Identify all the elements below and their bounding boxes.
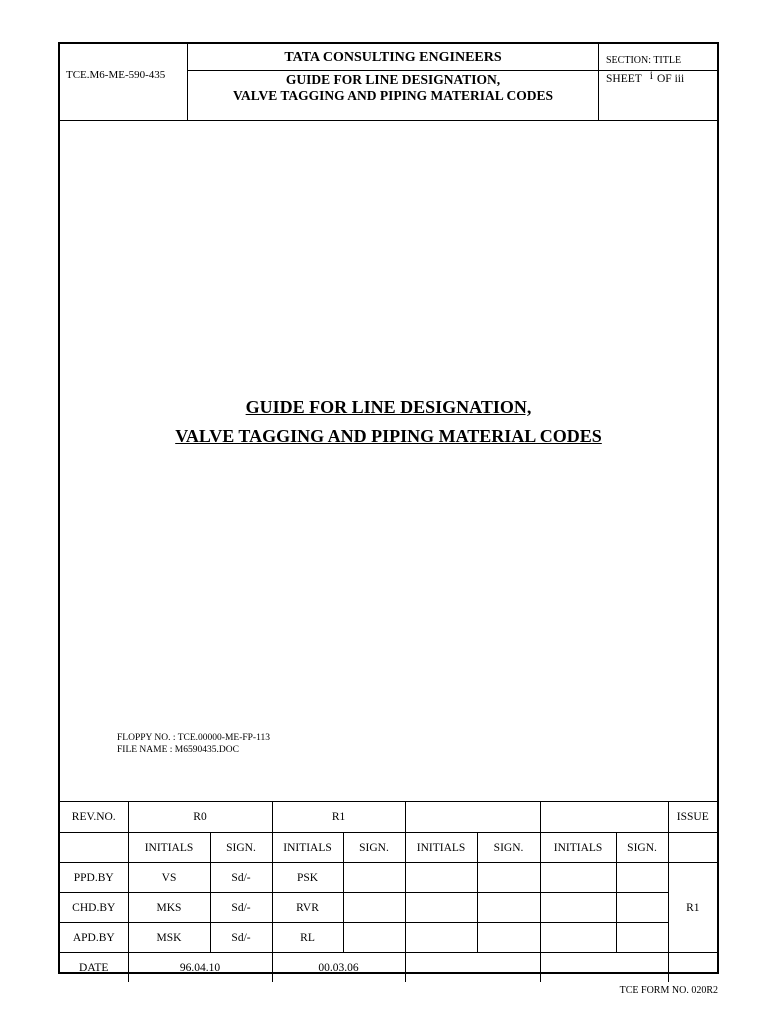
table-cell: MSK	[128, 923, 210, 953]
revision-cell: R1	[272, 802, 405, 833]
table-row	[60, 923, 717, 953]
sheet-label: SHEET	[606, 73, 642, 85]
table-cell: Sd/-	[210, 863, 272, 893]
document-title-line1: GUIDE FOR LINE DESIGNATION,	[245, 397, 532, 417]
revision-cell	[405, 802, 540, 833]
date-row	[60, 953, 717, 983]
revision-cell	[540, 802, 668, 833]
revision-cell: R0	[128, 802, 272, 833]
row-label: APD.BY	[60, 923, 128, 953]
table-cell	[540, 923, 616, 953]
company-name: TATA CONSULTING ENGINEERS	[284, 50, 502, 65]
table-cell: Sd/-	[210, 893, 272, 923]
of-label: OF	[656, 73, 672, 85]
table-cell	[405, 893, 477, 923]
form-number: TCE FORM NO. 020R2	[619, 985, 718, 996]
file-name: FILE NAME : M6590435.DOC	[117, 745, 239, 755]
issue-value: R1	[668, 863, 717, 953]
document-frame	[58, 42, 719, 974]
table-cell	[477, 923, 540, 953]
header-title-line2: VALVE TAGGING AND PIPING MATERIAL CODES	[233, 88, 553, 103]
table-row	[60, 893, 717, 923]
document-title-line2: VALVE TAGGING AND PIPING MATERIAL CODES	[175, 426, 602, 446]
row-label: CHD.BY	[60, 893, 128, 923]
table-row	[60, 863, 717, 893]
blank-cell	[668, 833, 717, 863]
table-cell: MKS	[128, 893, 210, 923]
section-divider	[599, 70, 717, 71]
table-cell	[405, 923, 477, 953]
revision-row	[60, 802, 717, 833]
table-cell	[616, 863, 668, 893]
date-cell: 96.04.10	[128, 953, 272, 983]
file-info	[117, 732, 270, 756]
table-cell	[616, 893, 668, 923]
table-cell	[477, 893, 540, 923]
blank-cell	[668, 953, 717, 983]
table-cell: RL	[272, 923, 343, 953]
table-cell: PSK	[272, 863, 343, 893]
sheet-total: iii	[674, 73, 685, 85]
issue-label: ISSUE	[668, 802, 717, 833]
table-cell	[616, 923, 668, 953]
signoff-table	[60, 801, 717, 982]
table-cell	[540, 893, 616, 923]
column-header: INITIALS	[540, 833, 616, 863]
header-title	[188, 72, 598, 104]
column-header: INITIALS	[405, 833, 477, 863]
column-header: INITIALS	[272, 833, 343, 863]
date-cell: 00.03.06	[272, 953, 405, 983]
column-header: SIGN.	[616, 833, 668, 863]
column-header: SIGN.	[477, 833, 540, 863]
doc-number-cell	[60, 44, 188, 120]
section-label: SECTION: TITLE	[606, 55, 682, 66]
date-cell	[540, 953, 668, 983]
header-title-line1: GUIDE FOR LINE DESIGNATION,	[285, 72, 501, 87]
table-cell	[540, 863, 616, 893]
floppy-number: FLOPPY NO. : TCE.00000-ME-FP-113	[117, 733, 270, 743]
title-block	[60, 44, 717, 121]
document-title	[60, 393, 717, 451]
table-cell: RVR	[272, 893, 343, 923]
table-cell	[343, 893, 405, 923]
subheader-row	[60, 833, 717, 863]
table-cell	[405, 863, 477, 893]
table-cell	[343, 863, 405, 893]
document-number: TCE.M6-ME-590-435	[66, 69, 166, 81]
sheet-info	[606, 70, 685, 85]
date-cell	[405, 953, 540, 983]
rev-label: REV.NO.	[60, 802, 128, 833]
header-divider	[188, 70, 598, 71]
table-cell: Sd/-	[210, 923, 272, 953]
column-header: INITIALS	[128, 833, 210, 863]
table-cell	[343, 923, 405, 953]
blank-cell	[60, 833, 128, 863]
table-cell	[477, 863, 540, 893]
column-header: SIGN.	[210, 833, 272, 863]
date-label: DATE	[60, 953, 128, 983]
table-cell: VS	[128, 863, 210, 893]
row-label: PPD.BY	[60, 863, 128, 893]
sheet-number: i	[649, 70, 653, 82]
column-header: SIGN.	[343, 833, 405, 863]
